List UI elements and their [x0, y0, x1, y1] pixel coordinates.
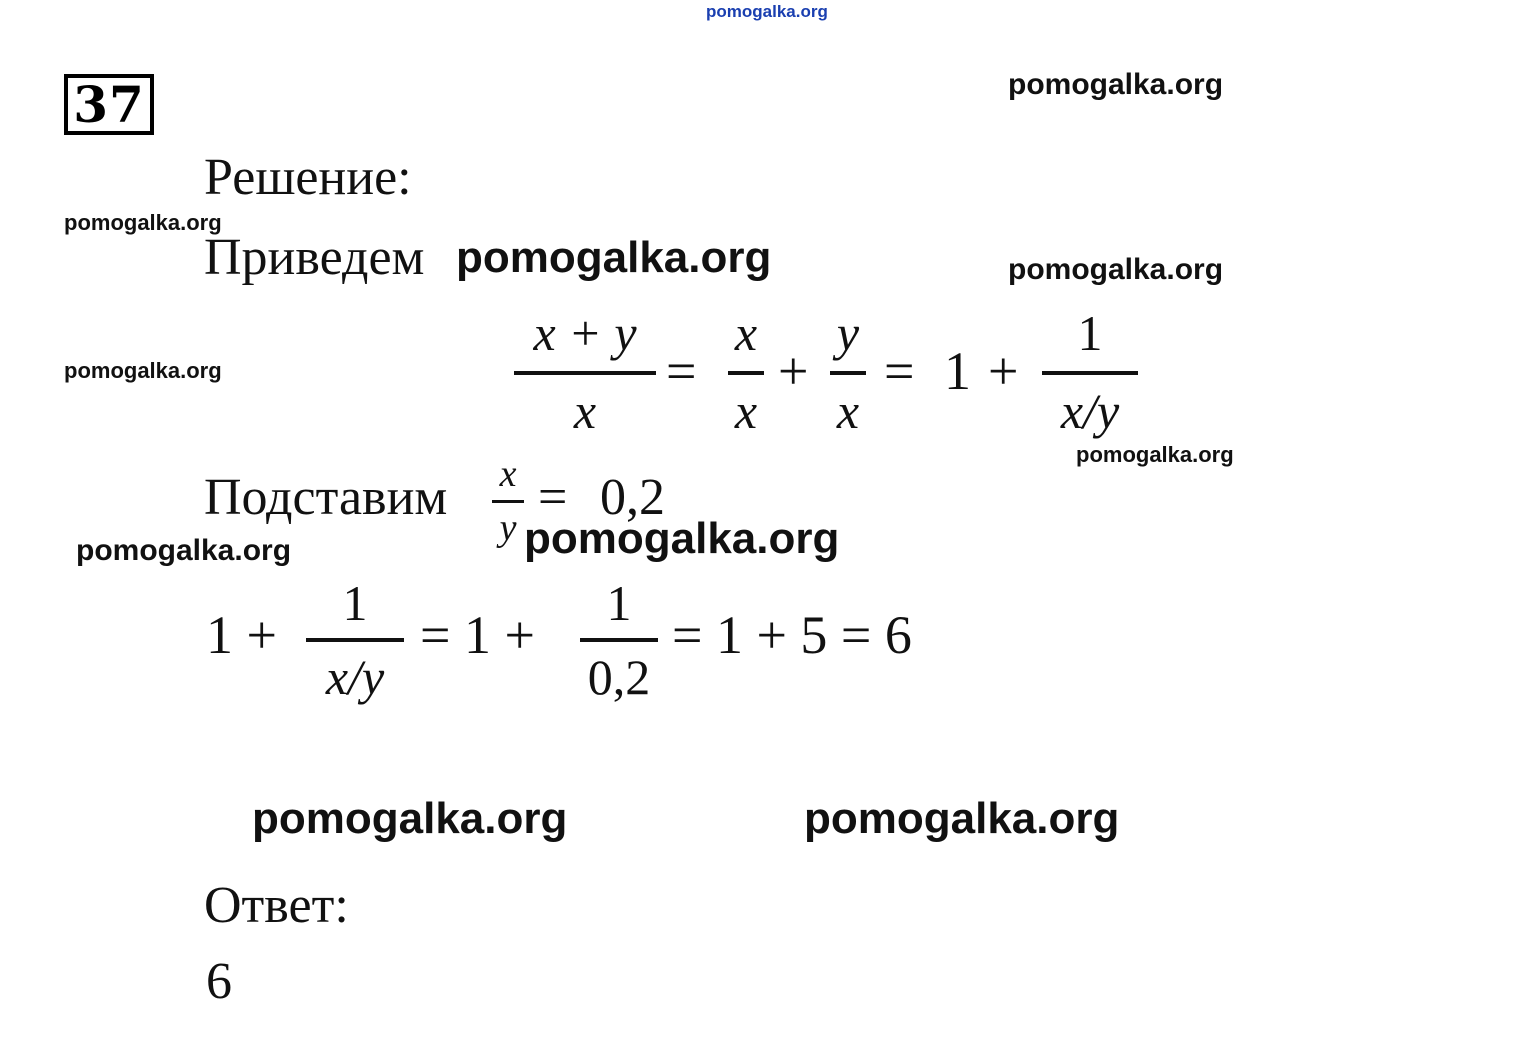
numerator: y [836, 305, 860, 361]
denominator: x/y [325, 649, 385, 705]
denominator: x [734, 383, 758, 439]
denominator: y [499, 507, 517, 549]
substitute-label: Подставим [204, 469, 448, 526]
answer-label: Ответ: [204, 877, 349, 934]
numerator: 1 [606, 575, 632, 631]
header-watermark: pomogalka.org [706, 2, 828, 21]
equals-sign: = [884, 341, 915, 401]
watermark: pomogalka.org [64, 358, 222, 383]
watermark: pomogalka.org [456, 233, 772, 282]
substitute-value: 0,2 [600, 469, 665, 526]
formula-lead: 1 + [206, 605, 277, 665]
denominator: x [573, 383, 597, 439]
solution-intro: Приведем [204, 229, 425, 286]
fraction-bar [580, 638, 658, 642]
numerator: 1 [1077, 305, 1103, 361]
numerator: x [734, 305, 758, 361]
fraction-bar [306, 638, 404, 642]
fraction [306, 570, 404, 710]
fraction-bar [514, 371, 656, 375]
fraction [580, 570, 658, 710]
watermark: pomogalka.org [524, 514, 840, 563]
denominator: 0,2 [587, 649, 651, 705]
watermark: pomogalka.org [1008, 68, 1224, 101]
fraction [830, 300, 866, 440]
fraction [1042, 300, 1138, 440]
number-one: 1 [944, 341, 971, 401]
fraction-bar [1042, 371, 1138, 375]
equals-sign: = [666, 341, 697, 401]
watermark: pomogalka.org [252, 794, 568, 843]
fraction [492, 452, 524, 556]
fraction [514, 300, 656, 440]
watermark: pomogalka.org [1076, 442, 1234, 467]
task-number: 37 [64, 74, 154, 135]
formula-tail: = 1 + 5 = 6 [672, 605, 912, 665]
watermark: pomogalka.org [1008, 253, 1224, 286]
watermark: pomogalka.org [76, 534, 292, 567]
formula-middle: = 1 + [420, 605, 535, 665]
fraction [728, 300, 764, 440]
denominator: x/y [1060, 383, 1120, 439]
watermark: pomogalka.org [64, 210, 222, 235]
fraction-bar [492, 500, 524, 503]
solution-title: Решение: [204, 149, 412, 206]
fraction-bar [728, 371, 764, 375]
numerator: x + y [533, 305, 637, 361]
plus-sign: + [988, 341, 1019, 401]
numerator: 1 [342, 575, 368, 631]
numerator: x [499, 453, 517, 495]
answer-value: 6 [206, 953, 232, 1010]
fraction-bar [830, 371, 866, 375]
equals-sign: = [538, 469, 568, 526]
plus-sign: + [778, 341, 809, 401]
denominator: x [836, 383, 860, 439]
watermark: pomogalka.org [804, 794, 1120, 843]
